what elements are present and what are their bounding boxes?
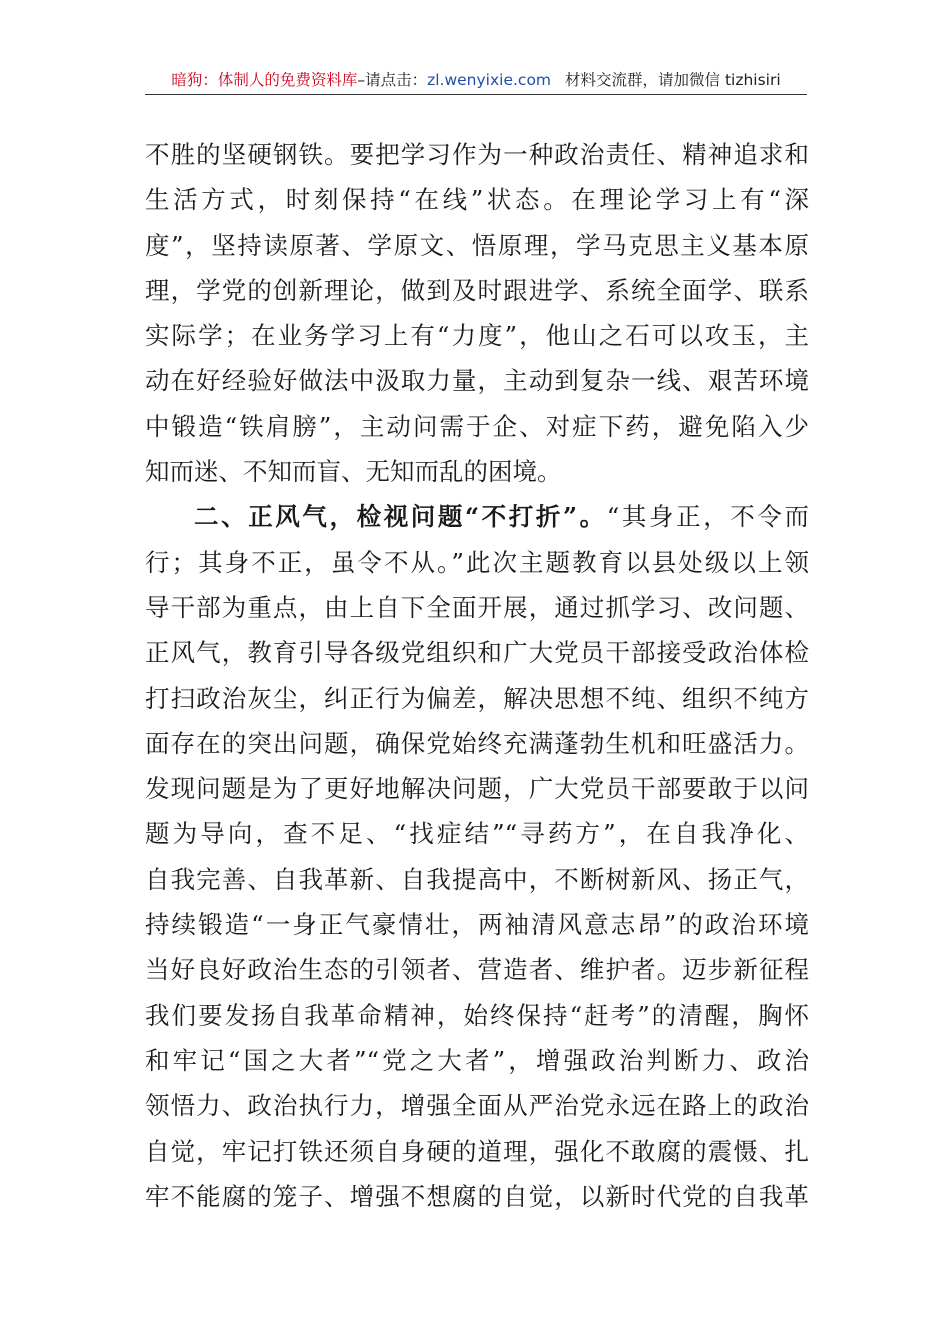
body-line: 行；其身不正，虽令不从。”此次主题教育以县处级以上领 bbox=[145, 547, 809, 577]
body-line: 不胜的坚硬钢铁。要把学习作为一种政治责任、精神追求和 bbox=[145, 140, 809, 169]
document-body bbox=[145, 132, 809, 1219]
body-line: 正风气，教育引导各级党组织和广大党员干部接受政治体检 bbox=[145, 638, 809, 668]
body-line: 当好良好政治生态的引领者、营造者、维护者。迈步新征程 bbox=[145, 955, 809, 985]
header-link[interactable]: zl.wenyixie.com bbox=[427, 71, 552, 89]
header-wechat-note: 材料交流群，请加微信 tizhisiri bbox=[565, 71, 781, 89]
header-library-name: 暗狗：体制人的免费资料库 bbox=[171, 71, 358, 89]
header-prompt: –请点击： bbox=[357, 71, 428, 89]
section-2-quote-start: “其身正，不令而 bbox=[606, 502, 809, 532]
body-line: 题为导向，查不足、“找症结”“寻药方”，在自我净化、 bbox=[145, 819, 809, 849]
page-header bbox=[145, 68, 807, 95]
body-line: 自我完善、自我革新、自我提高中，不断树新风、扬正气， bbox=[145, 864, 809, 894]
section-2-first-line bbox=[145, 494, 809, 539]
body-line: 中锻造“铁肩膀”，主动问需于企、对症下药，避免陷入少 bbox=[145, 411, 809, 441]
body-line: 持续锻造“一身正气豪情壮，两袖清风意志昂”的政治环境 bbox=[145, 910, 809, 940]
body-line: 导干部为重点，由上自下全面开展，通过抓学习、改问题、 bbox=[145, 592, 809, 622]
body-line: 和牢记“国之大者”“党之大者”，增强政治判断力、政治 bbox=[145, 1045, 809, 1075]
body-line: 面存在的突出问题，确保党始终充满蓬勃生机和旺盛活力。 bbox=[145, 728, 809, 758]
body-line: 我们要发扬自我革命精神，始终保持“赶考”的清醒，胸怀 bbox=[145, 1000, 809, 1030]
section-2-heading: 二、正风气，检视问题“不打折”。 bbox=[194, 502, 607, 532]
body-line: 理，学党的创新理论，做到及时跟进学、系统全面学、联系 bbox=[145, 275, 809, 305]
body-line: 打扫政治灰尘，纠正行为偏差，解决思想不纯、组织不纯方 bbox=[145, 683, 809, 713]
body-line: 度”，坚持读原著、学原文、悟原理，学马克思主义基本原 bbox=[145, 230, 809, 260]
body-line: 知而迷、不知而盲、无知而乱的困境。 bbox=[145, 457, 562, 487]
body-line: 牢不能腐的笼子、增强不想腐的自觉，以新时代党的自我革 bbox=[145, 1181, 809, 1211]
body-line: 领悟力、政治执行力，增强全面从严治党永远在路上的政治 bbox=[145, 1091, 809, 1121]
body-line: 自觉，牢记打铁还须自身硬的道理，强化不敢腐的震慑、扎 bbox=[145, 1136, 809, 1166]
body-line: 发现问题是为了更好地解决问题，广大党员干部要敢于以问 bbox=[145, 774, 809, 804]
body-line: 实际学；在业务学习上有“力度”，他山之石可以攻玉，主 bbox=[145, 321, 809, 351]
body-line: 动在好经验好做法中汲取力量，主动到复杂一线、艰苦环境 bbox=[145, 366, 809, 396]
body-line: 生活方式，时刻保持“在线”状态。在理论学习上有“深 bbox=[145, 185, 809, 215]
